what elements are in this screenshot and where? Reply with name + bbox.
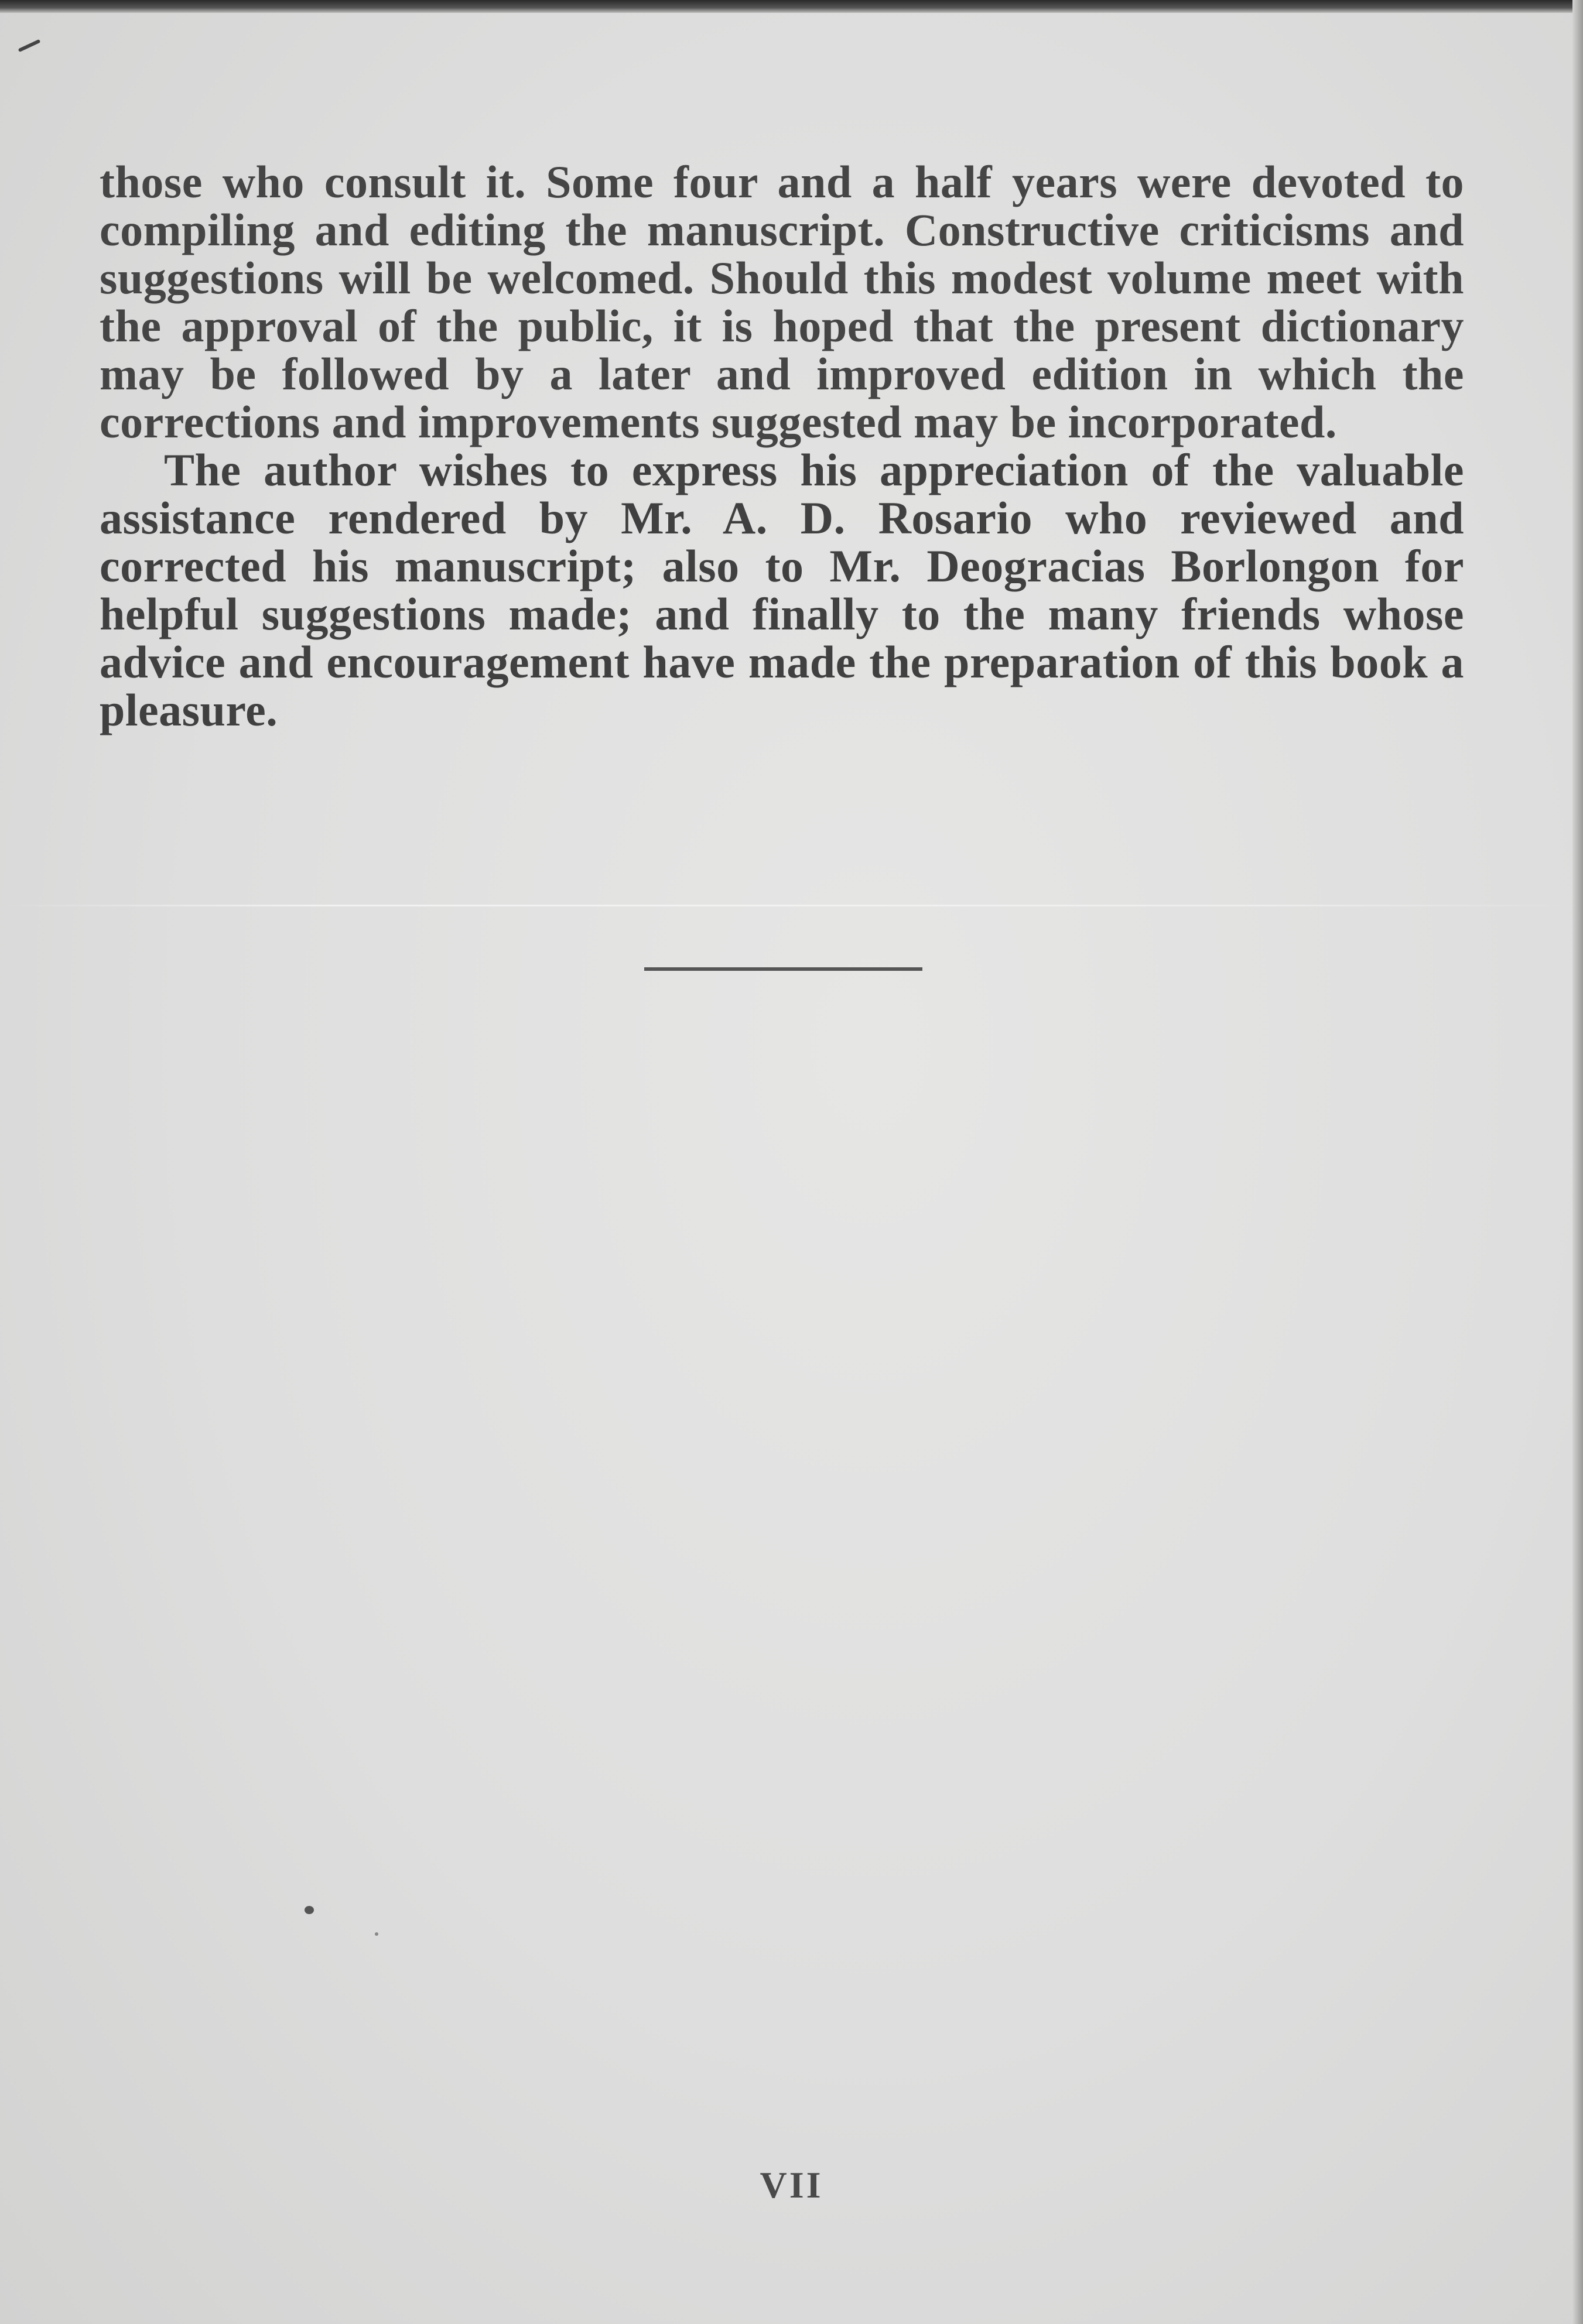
page-right-shadow <box>1572 0 1583 2324</box>
section-divider <box>644 967 922 971</box>
page-crease <box>0 905 1583 906</box>
page-number: VII <box>760 2164 823 2206</box>
page-top-shadow <box>0 0 1583 13</box>
paragraph-1: those who consult it. Some four and a half years were devoted to compiling and editing the manuscript. Constructive criticisms and suggestions will be welcomed. Should this modest volume meet with the approval of the public, it is hoped that the present dictionary may be followed by a later and improved edition in which the corrections and improvements suggested may be incorporated. <box>100 156 1464 447</box>
body-text <box>100 158 1464 734</box>
paragraph-2: The author wishes to express his appreciation of the valuable assistance rendered by Mr. A. D. Rosario who reviewed and corrected his manuscript; also to Mr. Deogracias Borlongon for helpful suggestions made; and finally to the many friends whose advice and encouragement have made the preparation of this book a pleasure. <box>100 444 1464 735</box>
ink-speck <box>375 1932 378 1936</box>
ink-speck <box>305 1906 314 1914</box>
ink-speck <box>18 39 41 52</box>
